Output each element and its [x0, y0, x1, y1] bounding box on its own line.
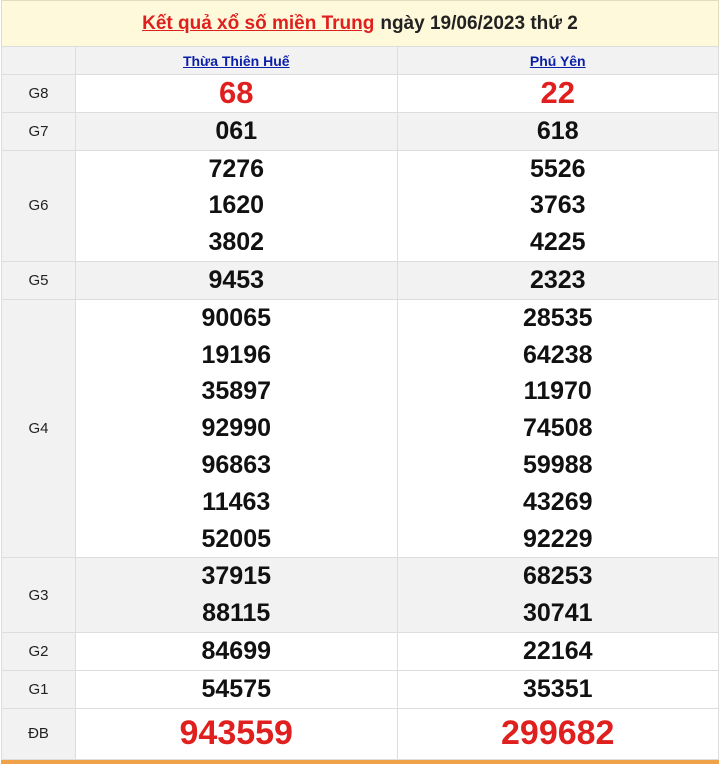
prize-value	[76, 299, 398, 558]
prize-value	[76, 670, 398, 708]
prize-value	[76, 150, 398, 261]
prize-row-g3	[2, 558, 719, 633]
prize-label: G1	[2, 670, 76, 708]
prize-row-g1	[2, 670, 719, 708]
number: 22	[540, 75, 575, 110]
number: 3802	[208, 228, 265, 257]
bottom-accent-bar	[1, 760, 719, 764]
number: 11970	[523, 377, 592, 406]
prize-value	[76, 75, 398, 113]
number: 35351	[522, 674, 593, 703]
province-link-2[interactable]: Phú Yên	[529, 52, 586, 69]
draw-date: ngày 19/06/2023 thứ 2	[380, 12, 578, 34]
prize-value	[397, 112, 719, 150]
prize-row-g7	[2, 112, 719, 150]
province-header-1	[76, 47, 398, 75]
number: 11463	[202, 487, 271, 516]
number: 618	[536, 116, 579, 145]
prize-value	[76, 261, 398, 299]
prize-label: G7	[2, 112, 76, 150]
number: 28535	[522, 303, 593, 332]
prize-label: ĐB	[2, 708, 76, 759]
prize-label: G8	[2, 75, 76, 113]
number: 52005	[201, 524, 272, 553]
prize-row-g6	[2, 150, 719, 261]
prize-label: G4	[2, 299, 76, 558]
number: 3763	[529, 191, 586, 220]
number: 68	[219, 75, 254, 110]
number: 299682	[501, 714, 615, 753]
prize-value	[397, 632, 719, 670]
number: 54575	[201, 674, 272, 703]
number: 92990	[201, 414, 272, 443]
prize-row-g8	[2, 75, 719, 113]
number: 96863	[201, 450, 272, 479]
number: 5526	[529, 154, 586, 183]
number: 59988	[522, 450, 593, 479]
prize-row-g5	[2, 261, 719, 299]
prize-row-g4	[2, 299, 719, 558]
special-prize-value	[397, 708, 719, 759]
number: 92229	[522, 524, 593, 553]
number: 68253	[522, 562, 593, 591]
number: 88115	[202, 599, 271, 628]
number: 19196	[201, 340, 272, 369]
province-link-1[interactable]: Thừa Thiên Huế	[182, 52, 290, 69]
number: 90065	[201, 303, 272, 332]
prize-value	[397, 261, 719, 299]
prize-label: G3	[2, 558, 76, 633]
prize-label: G6	[2, 150, 76, 261]
prize-row-g2	[2, 632, 719, 670]
prize-value	[76, 112, 398, 150]
prize-value	[76, 632, 398, 670]
results-panel	[1, 0, 719, 764]
results-header	[1, 0, 719, 46]
number: 943559	[179, 714, 293, 753]
number: 061	[215, 116, 258, 145]
results-table	[1, 46, 719, 760]
number: 2323	[529, 265, 586, 294]
prize-label: G2	[2, 632, 76, 670]
prize-value	[397, 670, 719, 708]
number: 43269	[522, 487, 593, 516]
prize-label: G5	[2, 261, 76, 299]
prize-value	[397, 558, 719, 633]
number: 35897	[201, 377, 272, 406]
prize-value	[397, 299, 719, 558]
number: 84699	[201, 636, 272, 665]
number: 30741	[522, 599, 593, 628]
number: 37915	[201, 562, 272, 591]
region-results-link[interactable]: Kết quả xổ số miền Trung	[142, 12, 375, 34]
number: 7276	[208, 154, 265, 183]
number: 9453	[208, 265, 265, 294]
number: 74508	[522, 414, 593, 443]
prize-value	[397, 150, 719, 261]
prize-column-header	[2, 47, 76, 75]
prize-value	[397, 75, 719, 113]
province-header-row	[2, 47, 719, 75]
special-prize-value	[76, 708, 398, 759]
prize-value	[76, 558, 398, 633]
number: 4225	[529, 228, 586, 257]
prize-row-db	[2, 708, 719, 759]
number: 22164	[522, 636, 593, 665]
number: 1620	[208, 191, 265, 220]
number: 64238	[522, 340, 593, 369]
province-header-2	[397, 47, 719, 75]
